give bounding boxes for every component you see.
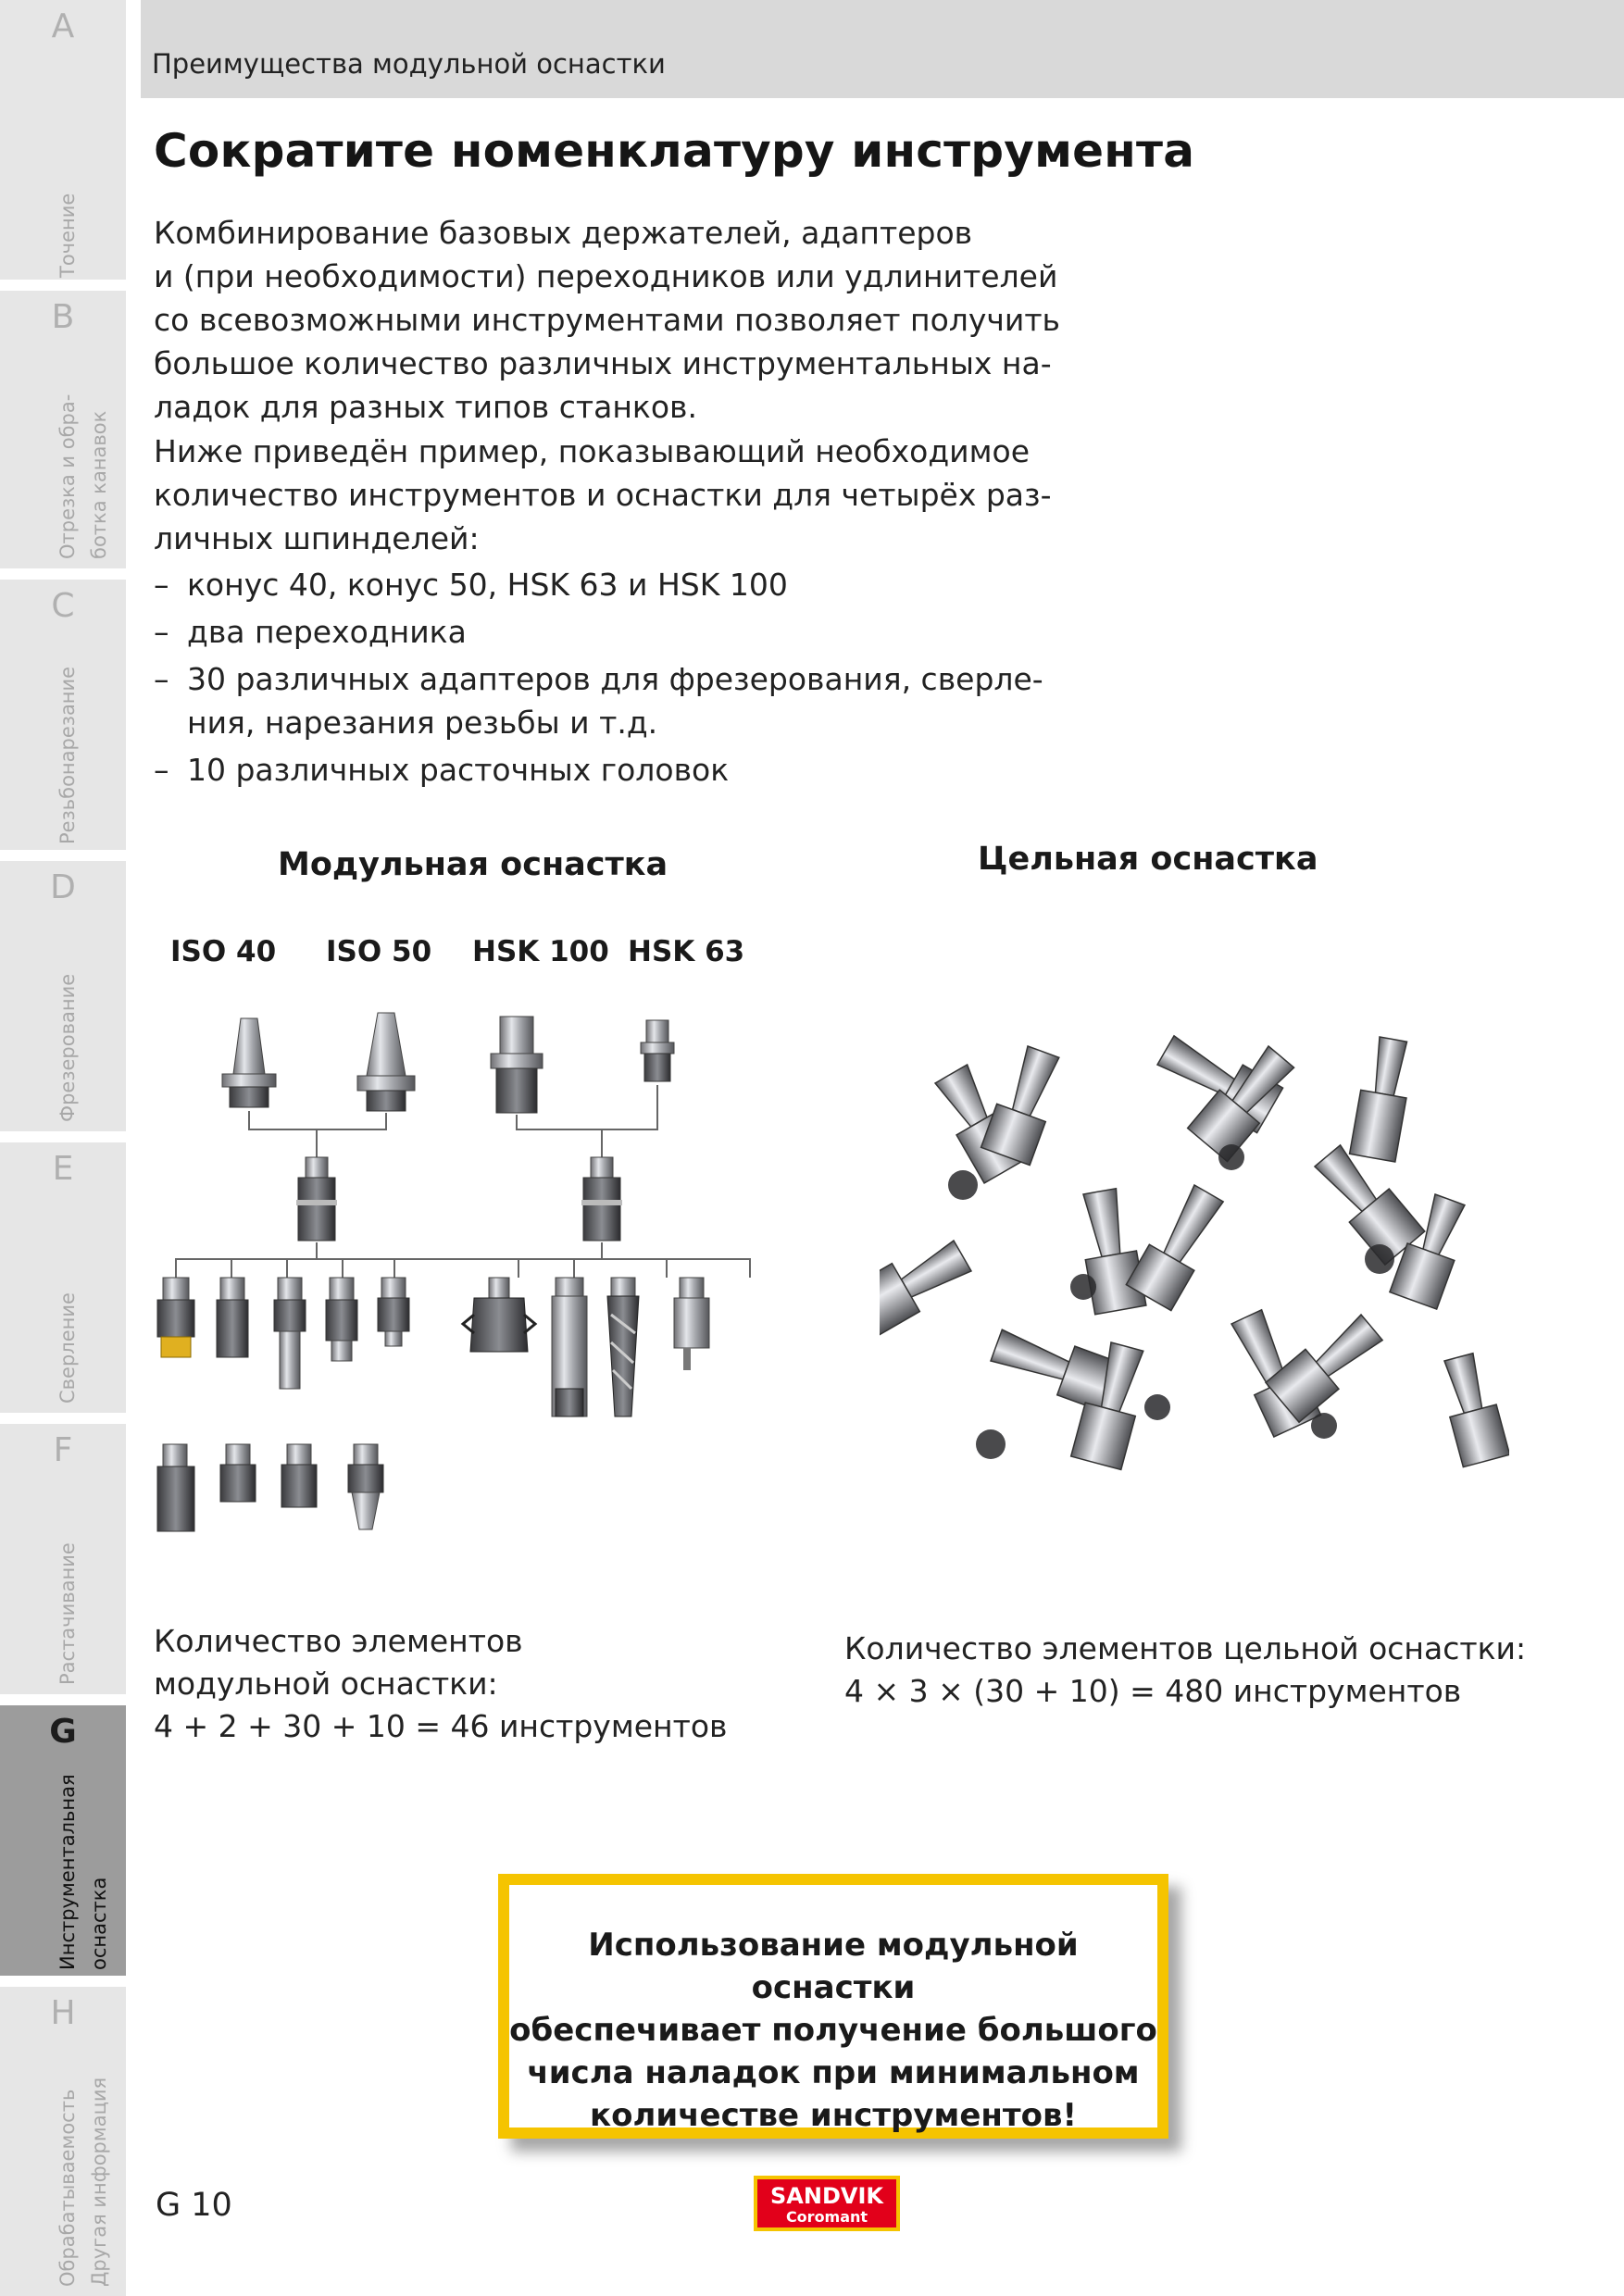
tab-letter: H [50,1994,76,2032]
list-item: – два переходника [154,614,467,650]
spindle-label: ISO 40 [170,935,277,968]
solid-tool [981,1043,1068,1166]
solid-tool [880,1231,976,1338]
spindle-label: ISO 50 [326,935,432,968]
tapping-adapter [378,1278,409,1346]
intro-paragraph: Комбинирование базовых держателей, адаптеров и (при необходимости) переходников или удлинителей со всевозможными инструментами позволяет получить большое количество различных инструментальных на- ладок для разных типов станков. [154,215,1061,425]
collet-chuck-adapter [274,1278,306,1389]
solid-tool [1266,1307,1389,1422]
tool-bore [1218,1144,1244,1170]
adapter [220,1444,256,1502]
page-number: G 10 [156,2187,232,2224]
modular-count: Количество элементов модульной оснастки: 4 + 2 + 30 + 10 = 46 инструментов [154,1623,728,1744]
holder-hsk63 [641,1020,674,1081]
components-list [154,563,1043,792]
face-mill-cutter [463,1278,535,1352]
milling-adapter [217,1278,248,1357]
sidebar [0,0,126,2296]
tool-bore [1144,1394,1170,1420]
list-item: – 10 различных расточных головок [154,752,730,788]
spindle-label: HSK 63 [628,935,745,968]
drill-tool [607,1278,639,1416]
modular-tooling-diagram [148,1000,778,1574]
callout-box [498,1874,1168,2139]
tab-label: Точение [56,193,79,278]
header-band [141,0,1624,98]
page-title: Сократите номенклатуру инструмента [154,124,1195,178]
drill-chuck-adapter [348,1444,383,1529]
boring-bar [552,1278,587,1416]
reducer-adapter [296,1157,337,1241]
tab-tooling-systems[interactable] [0,1705,126,1976]
tab-milling[interactable] [0,861,126,1131]
tab-drilling[interactable] [0,1142,126,1413]
tab-letter: B [51,298,75,336]
tab-label: Обрабатываемость Другая информация [56,2077,110,2287]
holder-hsk100 [491,1017,543,1113]
boring-head [674,1278,709,1370]
solid-heading: Цельная оснастка [978,841,1318,878]
solid-tool [1350,1035,1417,1162]
tab-label: Растачивание [56,1542,79,1685]
shell-mill-adapter [326,1278,357,1361]
solid-count: Количество элементов цельной оснастки: 4 × 3 × (30 + 10) = 480 инструментов [844,1630,1527,1709]
callout-text: Использование модульной оснастки обеспечивает получение большого числа наладок при минимальном количестве инструментов! [509,1927,1157,2134]
holder-iso50 [357,1013,415,1111]
tab-label: Инструментальная оснастка [56,1774,110,1970]
tool-bore [948,1170,978,1200]
solid-tooling-image [880,1009,1509,1537]
connector-lines [176,1242,750,1278]
tab-label: Сверление [56,1292,79,1404]
milling-adapter [157,1278,194,1357]
tab-boring[interactable] [0,1424,126,1694]
tab-letter: D [50,868,76,906]
tab-label: Резьбонарезание [56,666,79,844]
solid-tool [1435,1351,1509,1467]
adapter [157,1444,194,1531]
tool-bore [1311,1413,1337,1439]
tab-label: Отрезка и обра- ботка канавок [56,393,110,559]
logo-brand: SANDVIK [770,2183,883,2209]
tool-bore [1070,1274,1096,1300]
example-paragraph: Ниже приведён пример, показывающий необходимое количество инструментов и оснастки для четырёх раз- личных шпинделей: [154,433,1052,556]
tab-label: Фрезерование [56,973,79,1122]
tab-letter: C [51,587,75,625]
holder-iso40 [222,1018,276,1107]
modular-heading: Модульная оснастка [278,846,668,883]
solid-tool [1126,1180,1230,1311]
tab-parting-grooving[interactable] [0,291,126,568]
reducer-adapter [581,1157,622,1241]
tab-letter: A [51,7,75,45]
tool-bore [976,1429,1006,1459]
tab-machinability-other[interactable] [0,1987,126,2296]
tab-turning[interactable] [0,0,126,280]
tab-letter: G [49,1713,77,1751]
tool-bore [1365,1244,1394,1274]
list-item: – конус 40, конус 50, HSK 63 и HSK 100 [154,567,788,603]
tab-letter: F [53,1431,73,1469]
tab-letter: E [52,1150,74,1188]
connector-lines [249,1085,657,1157]
list-item: – 30 различных адаптеров для фрезерования, сверле- ния, нарезания резьбы и т.д. [154,661,1043,741]
sandvik-coromant-logo [754,2176,900,2231]
logo-sub: Coromant [785,2208,868,2226]
adapter [281,1444,317,1507]
spindle-label: HSK 100 [472,935,609,968]
section-title: Преимущества модульной оснастки [152,48,666,80]
tab-threading[interactable] [0,580,126,850]
